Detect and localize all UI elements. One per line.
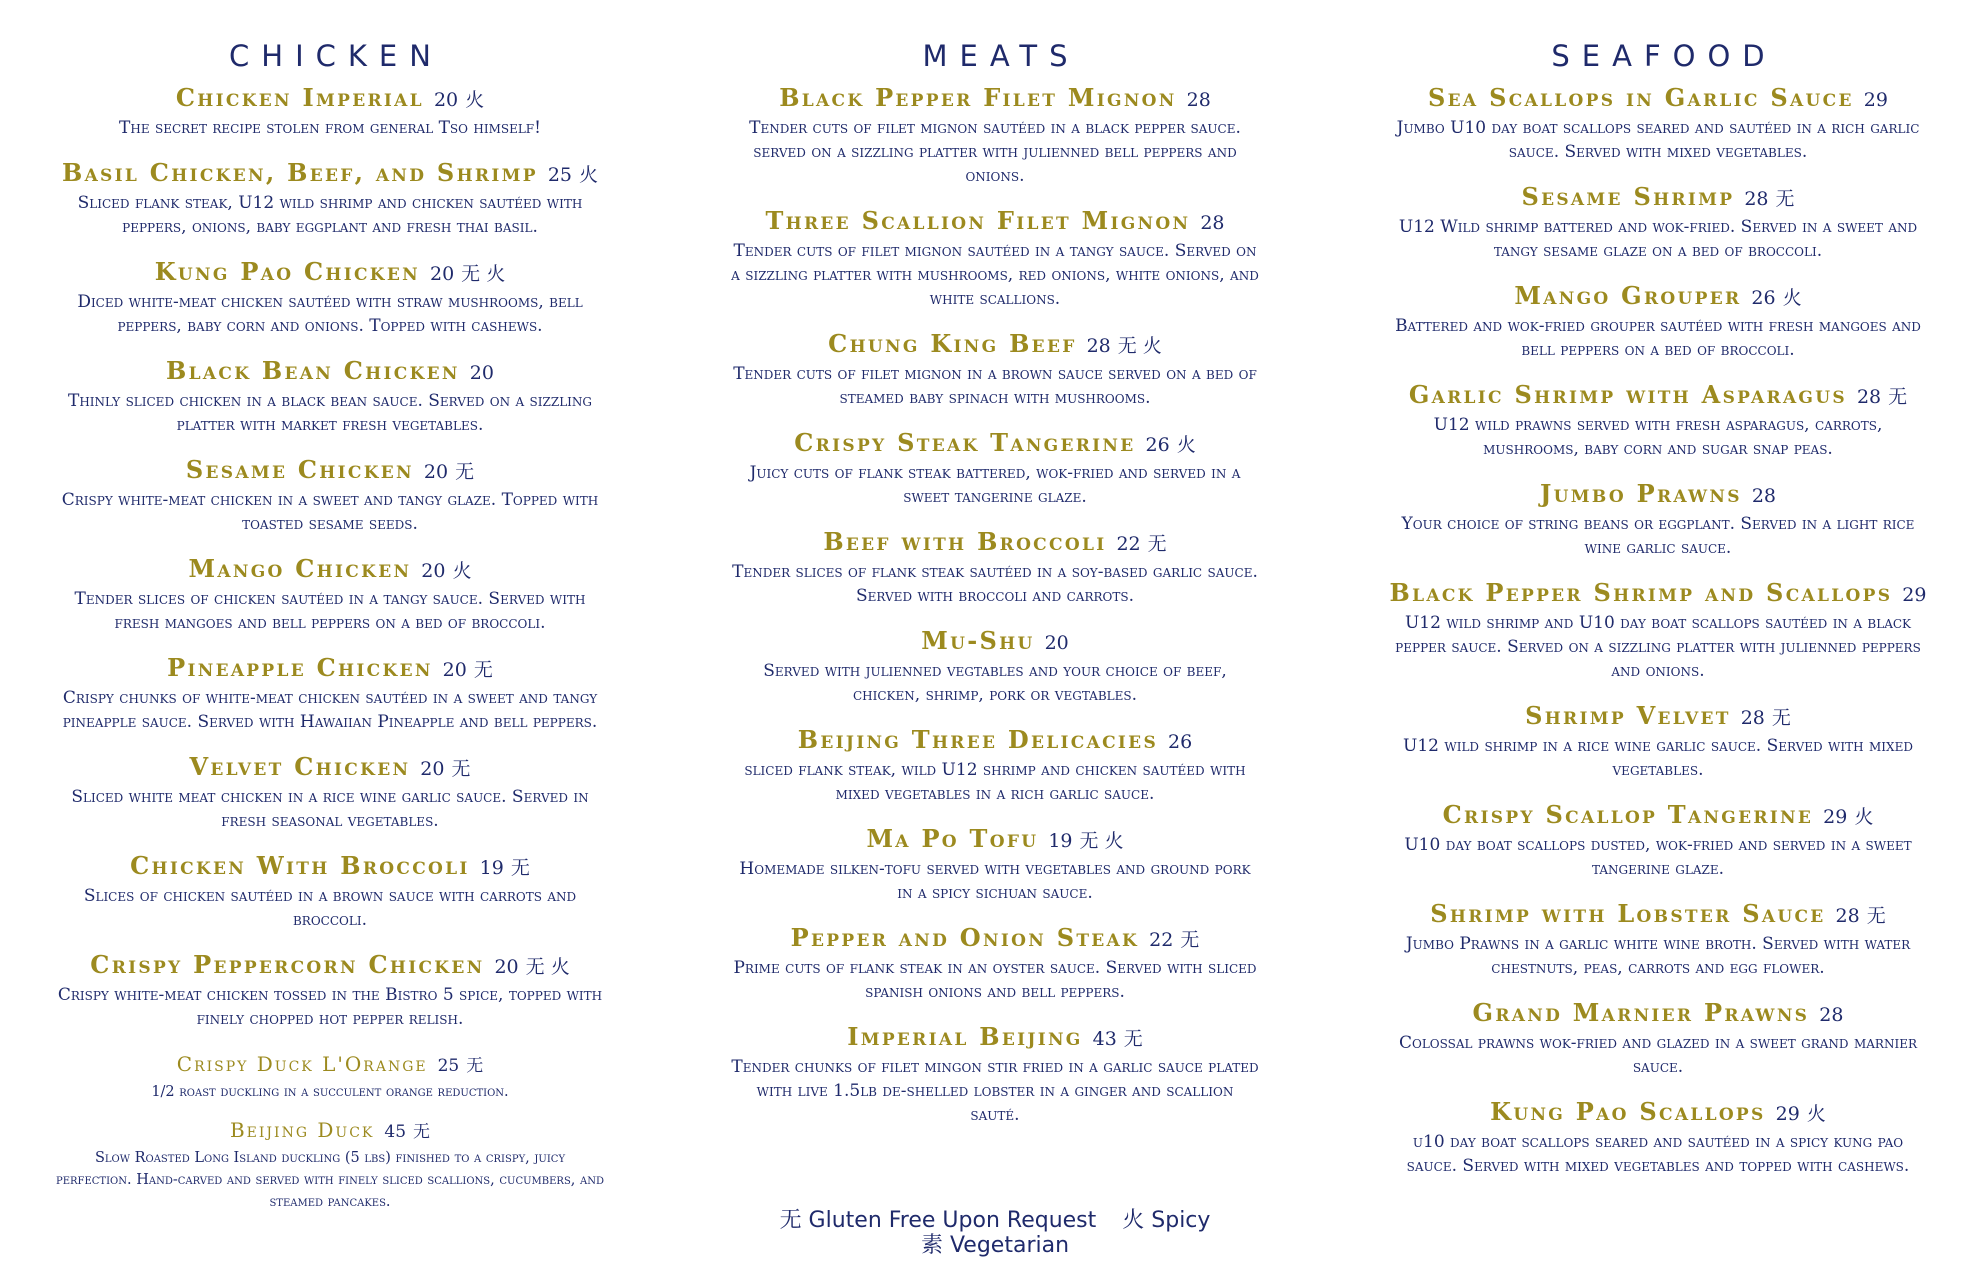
menu-item-title: [730, 330, 1260, 361]
menu-item-title: [55, 1050, 605, 1080]
menu-item-title: [730, 726, 1260, 757]
menu-item-title: [1388, 999, 1928, 1030]
menu-item-name: Mango Chicken: [188, 554, 412, 583]
menu-item-price: 20: [469, 362, 494, 384]
dietary-marks: 无: [1180, 929, 1200, 951]
menu-item-description: 1/2 roast duckling in a succulent orange reduction.: [151, 1084, 509, 1100]
menu-item-title: [730, 1023, 1260, 1054]
menu-item-description: Slices of chicken sautéed in a brown sauce with carrots and broccoli.: [83, 886, 577, 930]
menu-item-price: 28: [1744, 188, 1769, 210]
menu-item-description: U12 wild shrimp in a rice wine garlic sauce. Served with mixed vegetables.: [1403, 736, 1913, 780]
dietary-marks: 无: [1771, 707, 1791, 729]
menu-item-price: 20: [423, 461, 449, 483]
menu-item-name: Black Pepper Shrimp and Scallops: [1389, 578, 1893, 607]
menu-item-title: [55, 159, 605, 190]
menu-item-name: Crispy Duck L'Orange: [176, 1052, 428, 1076]
menu-item-price: 25: [437, 1056, 460, 1076]
menu-item: [55, 753, 605, 833]
menu-item: [730, 84, 1260, 188]
menu-item-list: [730, 84, 1260, 1127]
menu-item-name: Garlic Shrimp with Asparagus: [1408, 380, 1847, 409]
legend-gluten-free: 无 Gluten Free Upon Request: [779, 1208, 1097, 1233]
menu-item-price: 29: [1775, 1103, 1800, 1125]
menu-item-description: u10 day boat scallops seared and sautéed in a spicy kung pao sauce. Served with mixed vegetables and topped with cashews.: [1406, 1132, 1910, 1176]
menu-item-name: Shrimp with Lobster Sauce: [1430, 899, 1826, 928]
menu-item-name: Three Scallion Filet Mignon: [765, 206, 1191, 235]
dietary-legend: [730, 1208, 1260, 1258]
menu-item-price: 19: [1048, 830, 1073, 852]
dietary-marks: 无: [1775, 188, 1795, 210]
menu-item-name: Sesame Shrimp: [1521, 182, 1735, 211]
menu-item: [1388, 183, 1928, 263]
menu-item-description: Homemade silken-tofu served with vegetables and ground pork in a spicy sichuan sauce.: [739, 859, 1251, 903]
menu-item-name: Crispy Scallop Tangerine: [1442, 800, 1814, 829]
menu-item-description: Tender cuts of filet mignon sautéed in a black pepper sauce. served on a sizzling platter with julienned bell peppers and onions.: [749, 118, 1241, 186]
dietary-marks: 火: [579, 164, 599, 186]
dietary-marks: 无: [510, 857, 530, 879]
menu-item-title: [55, 357, 605, 388]
menu-item: [55, 1050, 605, 1103]
dietary-marks: 火: [452, 560, 472, 582]
menu-item-title: [1388, 801, 1928, 832]
dietary-marks: 无: [455, 461, 475, 483]
menu-item-name: Chung King Beef: [828, 329, 1077, 358]
menu-item-list: [1388, 84, 1928, 1178]
menu-item-price: 28: [1835, 905, 1860, 927]
menu-item-description: Colossal prawns wok-fried and glazed in a sweet grand marnier sauce.: [1398, 1033, 1917, 1077]
menu-item-title: [730, 825, 1260, 856]
menu-item-price: 28: [1751, 485, 1777, 507]
menu-item: [55, 258, 605, 338]
menu-item: [730, 429, 1260, 509]
menu-item: [55, 159, 605, 239]
dietary-marks: 无: [1888, 386, 1908, 408]
menu-item: [1388, 84, 1928, 164]
menu-item-title: [730, 528, 1260, 559]
menu-item-name: Chicken Imperial: [175, 83, 424, 112]
menu-item-title: [730, 924, 1260, 955]
menu-item-title: [55, 654, 605, 685]
menu-item-price: 20: [429, 263, 455, 285]
menu-item-name: Crispy Steak Tangerine: [794, 428, 1136, 457]
menu-item-title: [55, 753, 605, 784]
chicken-section: [55, 38, 605, 1226]
menu-item-price: 28: [1856, 386, 1882, 408]
menu-item-description: Tender chunks of filet mingon stir fried in a garlic sauce plated with live 1.5lb de-shelled lobster in a ginger and scallion sauté.: [731, 1057, 1259, 1125]
menu-item-description: Your choice of string beans or eggplant. Served in a light rice wine garlic sauce.: [1401, 514, 1915, 558]
menu-item: [1388, 999, 1928, 1079]
menu-item-description: Tender slices of flank steak sautéed in a soy-based garlic sauce. Served with broccoli and carrots.: [732, 562, 1258, 606]
menu-item-title: [1388, 1098, 1928, 1129]
menu-item-title: [55, 84, 605, 115]
menu-item-price: 20: [494, 956, 519, 978]
menu-item-price: 29: [1902, 584, 1927, 606]
menu-item-price: 26: [1145, 434, 1170, 456]
menu-item: [1388, 801, 1928, 881]
menu-item-title: [55, 1116, 605, 1146]
legend-spicy: 火 Spicy: [1122, 1208, 1211, 1233]
menu-item-name: Kung Pao Scallops: [1490, 1097, 1766, 1126]
dietary-marks: 无 火: [525, 956, 570, 978]
menu-item-description: Thinly sliced chicken in a black bean sauce. Served on a sizzling platter with market fresh vegetables.: [68, 391, 592, 435]
menu-item-description: Crispy white-meat chicken in a sweet and tangy glaze. Topped with toasted sesame seeds.: [61, 490, 599, 534]
section-title: SEAFOOD: [1551, 39, 1777, 73]
menu-item-name: Basil Chicken, Beef, and Shrimp: [61, 158, 538, 187]
menu-item-description: Jumbo Prawns in a garlic white wine broth. Served with water chestnuts, peas, carrots and egg flower.: [1405, 934, 1911, 978]
menu-item: [55, 654, 605, 734]
menu-item: [55, 456, 605, 536]
menu-item: [1388, 900, 1928, 980]
menu-item-title: [1388, 900, 1928, 931]
menu-item-price: 28: [1740, 707, 1765, 729]
menu-item-name: Chicken With Broccoli: [130, 851, 470, 880]
menu-item: [730, 726, 1260, 806]
menu-item-name: Beijing Duck: [229, 1118, 375, 1142]
menu-item: [1388, 702, 1928, 782]
menu-item-description: U10 day boat scallops dusted, wok-fried and served in a sweet tangerine glaze.: [1404, 835, 1912, 879]
menu-item-title: [1388, 480, 1928, 511]
menu-item-price: 28: [1186, 89, 1211, 111]
menu-item-name: Crispy Peppercorn Chicken: [90, 950, 485, 979]
menu-item-title: [730, 429, 1260, 460]
menu-item-description: Tender cuts of filet mignon in a brown sauce served on a bed of steamed baby spinach with mushrooms.: [733, 364, 1257, 408]
menu-item: [730, 825, 1260, 905]
menu-item-name: Black Pepper Filet Mignon: [779, 83, 1177, 112]
dietary-marks: 无: [1123, 1028, 1143, 1050]
menu-item-title: [1388, 702, 1928, 733]
menu-item-title: [55, 852, 605, 883]
dietary-marks: 火: [1782, 287, 1802, 309]
menu-item: [730, 330, 1260, 410]
menu-item: [55, 951, 605, 1031]
menu-item-title: [1388, 381, 1928, 412]
menu-item-price: 19: [479, 857, 504, 879]
menu-item-price: 20: [420, 758, 445, 780]
menu-item-title: [55, 456, 605, 487]
menu-item-title: [1388, 183, 1928, 214]
menu-item-title: [1388, 282, 1928, 313]
menu-item: [1388, 381, 1928, 461]
menu-item-name: Shrimp Velvet: [1525, 701, 1731, 730]
dietary-marks: 无: [1866, 905, 1886, 927]
legend-line: [730, 1233, 1260, 1258]
menu-item-description: Jumbo U10 day boat scallops seared and sautéed in a rich garlic sauce. Served with mixed vegetables.: [1396, 118, 1920, 162]
menu-item-price: 29: [1863, 89, 1888, 111]
section-title: MEATS: [922, 39, 1080, 73]
dietary-marks: 无 火: [1079, 830, 1124, 852]
dietary-marks: 无 火: [1117, 335, 1162, 357]
menu-item-name: Kung Pao Chicken: [154, 257, 420, 286]
menu-item-description: Tender slices of chicken sautéed in a tangy sauce. Served with fresh mangoes and bell peppers on a bed of broccoli.: [74, 589, 586, 633]
menu-item-description: Diced white-meat chicken sautéed with straw mushrooms, bell peppers, baby corn and onions. Topped with cashews.: [77, 292, 583, 336]
dietary-marks: 火: [465, 89, 485, 111]
menu-item: [55, 555, 605, 635]
dietary-marks: 无: [1147, 533, 1167, 555]
menu-item: [1388, 1098, 1928, 1178]
menu-item-name: Mu-Shu: [921, 626, 1035, 655]
menu-item-name: Sea Scallops in Garlic Sauce: [1428, 83, 1854, 112]
menu-item-price: 25: [547, 164, 572, 186]
menu-item: [730, 528, 1260, 608]
menu-item-title: [730, 84, 1260, 115]
menu-item-description: Sliced white meat chicken in a rice wine garlic sauce. Served in fresh seasonal vegetables.: [71, 787, 589, 831]
menu-item: [55, 1116, 605, 1213]
menu-item: [730, 1023, 1260, 1127]
menu-item-price: 26: [1751, 287, 1776, 309]
menu-item: [55, 852, 605, 932]
dietary-marks: 无: [473, 659, 493, 681]
menu-item-description: U12 wild prawns served with fresh asparagus, carrots, mushrooms, baby corn and sugar snap peas.: [1433, 415, 1883, 459]
dietary-marks: 火: [1176, 434, 1196, 456]
menu-item-price: 28: [1086, 335, 1111, 357]
menu-item: [55, 84, 605, 140]
menu-item-price: 22: [1149, 929, 1174, 951]
menu-item-title: [55, 555, 605, 586]
menu-item: [1388, 282, 1928, 362]
meats-section: [730, 38, 1260, 1146]
menu-item-title: [1388, 84, 1928, 115]
menu-item-title: [1388, 579, 1928, 610]
menu-item-name: Ma Po Tofu: [866, 824, 1039, 853]
menu-item-description: Tender cuts of filet mignon sautéed in a tangy sauce. Served on a sizzling platter with mushrooms, red onions, white onions, and white scallions.: [731, 241, 1259, 309]
menu-item-description: U12 Wild shrimp battered and wok-fried. Served in a sweet and tangy sesame glaze on a bed of broccoli.: [1398, 217, 1918, 261]
menu-item-description: Crispy chunks of white-meat chicken sautéed in a sweet and tangy pineapple sauce. Served with Hawaiian Pineapple and bell peppers.: [62, 688, 598, 732]
menu-item-price: 20: [421, 560, 446, 582]
menu-item-description: Prime cuts of flank steak in an oyster sauce. Served with sliced spanish onions and bell peppers.: [733, 958, 1257, 1002]
dietary-marks: 无: [413, 1122, 431, 1142]
menu-item-name: Beijing Three Delicacies: [797, 725, 1159, 754]
dietary-marks: 火: [1806, 1103, 1826, 1125]
seafood-section: [1388, 38, 1928, 1197]
menu-item-name: Velvet Chicken: [189, 752, 411, 781]
menu-item-description: Sliced flank steak, U12 wild shrimp and chicken sautéed with peppers, onions, baby eggplant and fresh thai basil.: [77, 193, 583, 237]
menu-item: [730, 207, 1260, 311]
menu-item-description: Slow Roasted Long Island duckling (5 lbs) finished to a crispy, juicy perfection. Hand-carved and served with finely sliced scallions, cucumbers, and steamed pancakes.: [55, 1150, 605, 1210]
dietary-marks: 火: [1854, 806, 1874, 828]
dietary-marks: 无: [451, 758, 471, 780]
menu-item-name: Pineapple Chicken: [167, 653, 433, 682]
menu-item-name: Pepper and Onion Steak: [790, 923, 1140, 952]
menu-item-price: 28: [1200, 212, 1225, 234]
menu-item-description: Crispy white-meat chicken tossed in the Bistro 5 spice, topped with finely chopped hot pepper relish.: [57, 985, 603, 1029]
menu-item-description: Battered and wok-fried grouper sautéed with fresh mangoes and bell peppers on a bed of broccoli.: [1395, 316, 1921, 360]
menu-item-price: 43: [1092, 1028, 1117, 1050]
menu-item-title: [55, 951, 605, 982]
menu-item-name: Sesame Chicken: [185, 455, 414, 484]
menu-item-description: The secret recipe stolen from general Tso himself!: [119, 118, 541, 138]
menu-item-name: Mango Grouper: [1514, 281, 1742, 310]
menu-item-description: U12 wild shrimp and U10 day boat scallops sautéed in a black pepper sauce. Served on a sizzling platter with julienned peppers and onions.: [1395, 613, 1921, 681]
menu-item-description: Juicy cuts of flank steak battered, wok-fried and served in a sweet tangerine glaze.: [749, 463, 1241, 507]
legend-vegetarian: 素 Vegetarian: [920, 1233, 1070, 1258]
menu-item-description: Served with julienned vegtables and your choice of beef, chicken, shrimp, pork or vegtables.: [763, 661, 1227, 705]
menu-item: [1388, 480, 1928, 560]
menu-item-price: 20: [442, 659, 467, 681]
dietary-marks: 无: [466, 1056, 484, 1076]
menu-item-price: 28: [1819, 1004, 1844, 1026]
menu-item-title: [730, 207, 1260, 238]
menu-item-description: sliced flank steak, wild U12 shrimp and chicken sautéed with mixed vegetables in a rich garlic sauce.: [744, 760, 1246, 804]
menu-item-price: 45: [384, 1122, 407, 1142]
menu-item-name: Black Bean Chicken: [166, 356, 460, 385]
menu-item-list: [55, 84, 605, 1213]
dietary-marks: 无 火: [461, 263, 506, 285]
section-title: CHICKEN: [229, 39, 443, 73]
menu-item-price: 22: [1116, 533, 1141, 555]
menu-item-title: [55, 258, 605, 289]
menu-item-name: Imperial Beijing: [847, 1022, 1083, 1051]
menu-item: [1388, 579, 1928, 683]
menu-item-title: [730, 627, 1260, 658]
menu-item-name: Jumbo Prawns: [1539, 479, 1742, 508]
menu-item-price: 20: [433, 89, 459, 111]
menu-item: [55, 357, 605, 437]
menu-item-price: 29: [1823, 806, 1848, 828]
menu-item: [730, 924, 1260, 1004]
menu-item-price: 20: [1044, 632, 1069, 654]
menu-item-name: Grand Marnier Prawns: [1472, 998, 1810, 1027]
menu-item-price: 26: [1168, 731, 1193, 753]
menu-item: [730, 627, 1260, 707]
legend-line: [730, 1208, 1260, 1233]
menu-item-name: Beef with Broccoli: [823, 527, 1107, 556]
